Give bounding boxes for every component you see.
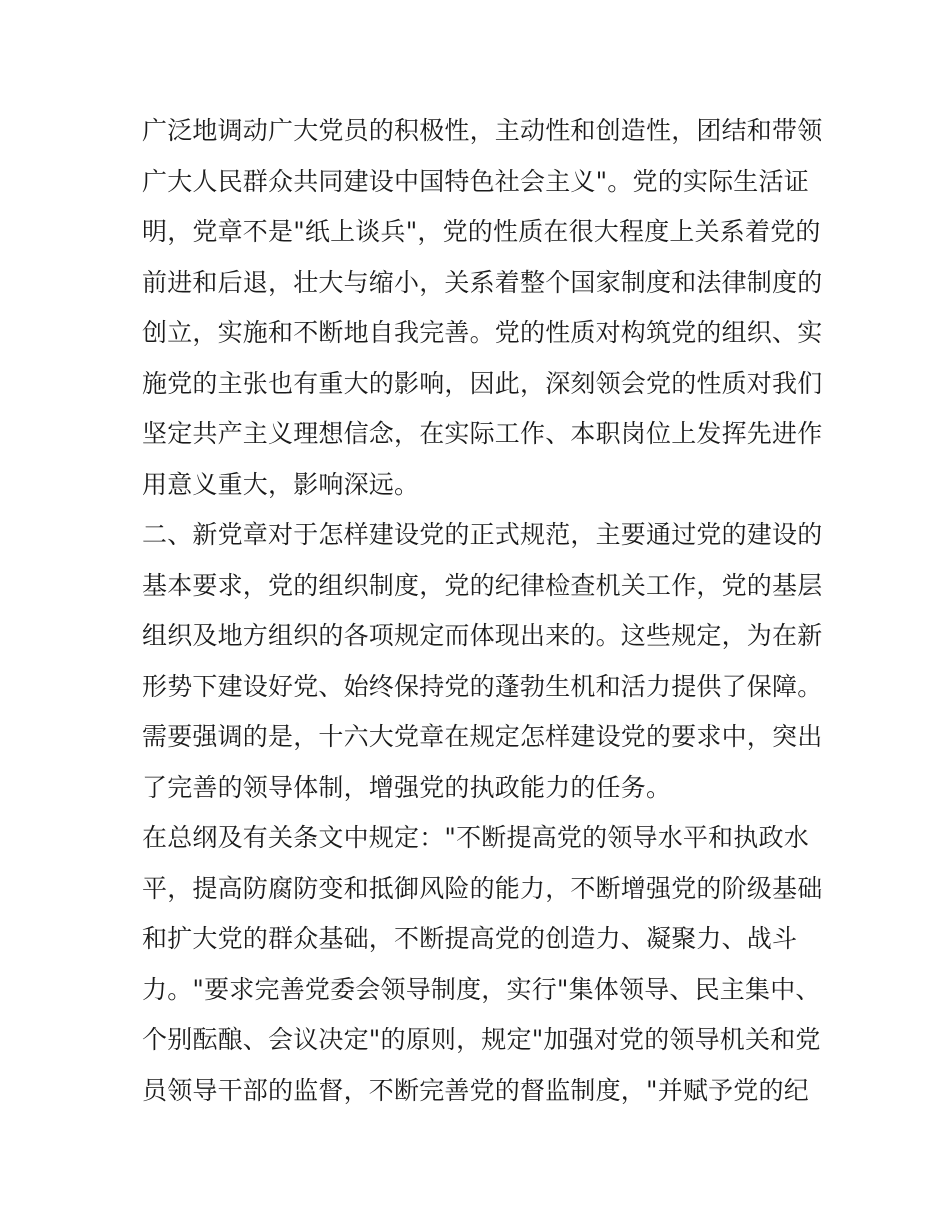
text-line: 广大人民群众共同建设中国特色社会主义"。党的实际生活证 [142, 166, 809, 196]
text-line: 明，党章不是"纸上谈兵"，党的性质在很大程度上关系着党的 [142, 217, 821, 246]
text-line: 员领导干部的监督，不断完善党的督监制度，"并赋予党的纪 [142, 1075, 809, 1105]
text-line: 广泛地调动广大党员的积极性，主动性和创造性，团结和带领 [142, 116, 823, 145]
text-line: 施党的主张也有重大的影响，因此，深刻领会党的性质对我们 [142, 368, 823, 398]
text-line: 基本要求，党的组织制度，党的纪律检查机关工作，党的基层 [142, 570, 823, 600]
text-line: 和扩大党的群众基础，不断提高党的创造力、凝聚力、战斗 [142, 924, 798, 953]
text-line: 用意义重大，影响深远。 [142, 469, 420, 499]
text-line: 前进和后退，壮大与缩小，关系着整个国家制度和法律制度的 [142, 267, 823, 297]
text-line: 坚定共产主义理想信念，在实际工作、本职岗位上发挥先进作 [142, 419, 823, 448]
text-line: 在总纲及有关条文中规定："不断提高党的领导水平和执政水 [142, 823, 809, 852]
text-line: 需要强调的是，十六大党章在规定怎样建设党的要求中，突出 [142, 722, 823, 751]
text-line: 创立，实施和不断地自我完善。党的性质对构筑党的组织、实 [142, 318, 823, 347]
text-line: 力。"要求完善党委会领导制度，实行"集体领导、民主集中、 [142, 974, 821, 1004]
text-line: 个别酝酿、会议决定"的原则，规定"加强对党的领导机关和党 [142, 1025, 821, 1054]
text-line: 了完善的领导体制，增强党的执政能力的任务。 [142, 772, 672, 802]
text-line: 平，提高防腐防变和抵御风险的能力，不断增强党的阶级基础 [142, 873, 823, 903]
text-line: 组织及地方组织的各项规定而体现出来的。这些规定，为在新 [142, 621, 823, 650]
text-line: 形势下建设好党、始终保持党的蓬勃生机和活力提供了保障。 [142, 671, 823, 701]
document-body [142, 106, 822, 1116]
text-line: 二、新党章对于怎样建设党的正式规范，主要通过党的建设的 [142, 520, 823, 549]
